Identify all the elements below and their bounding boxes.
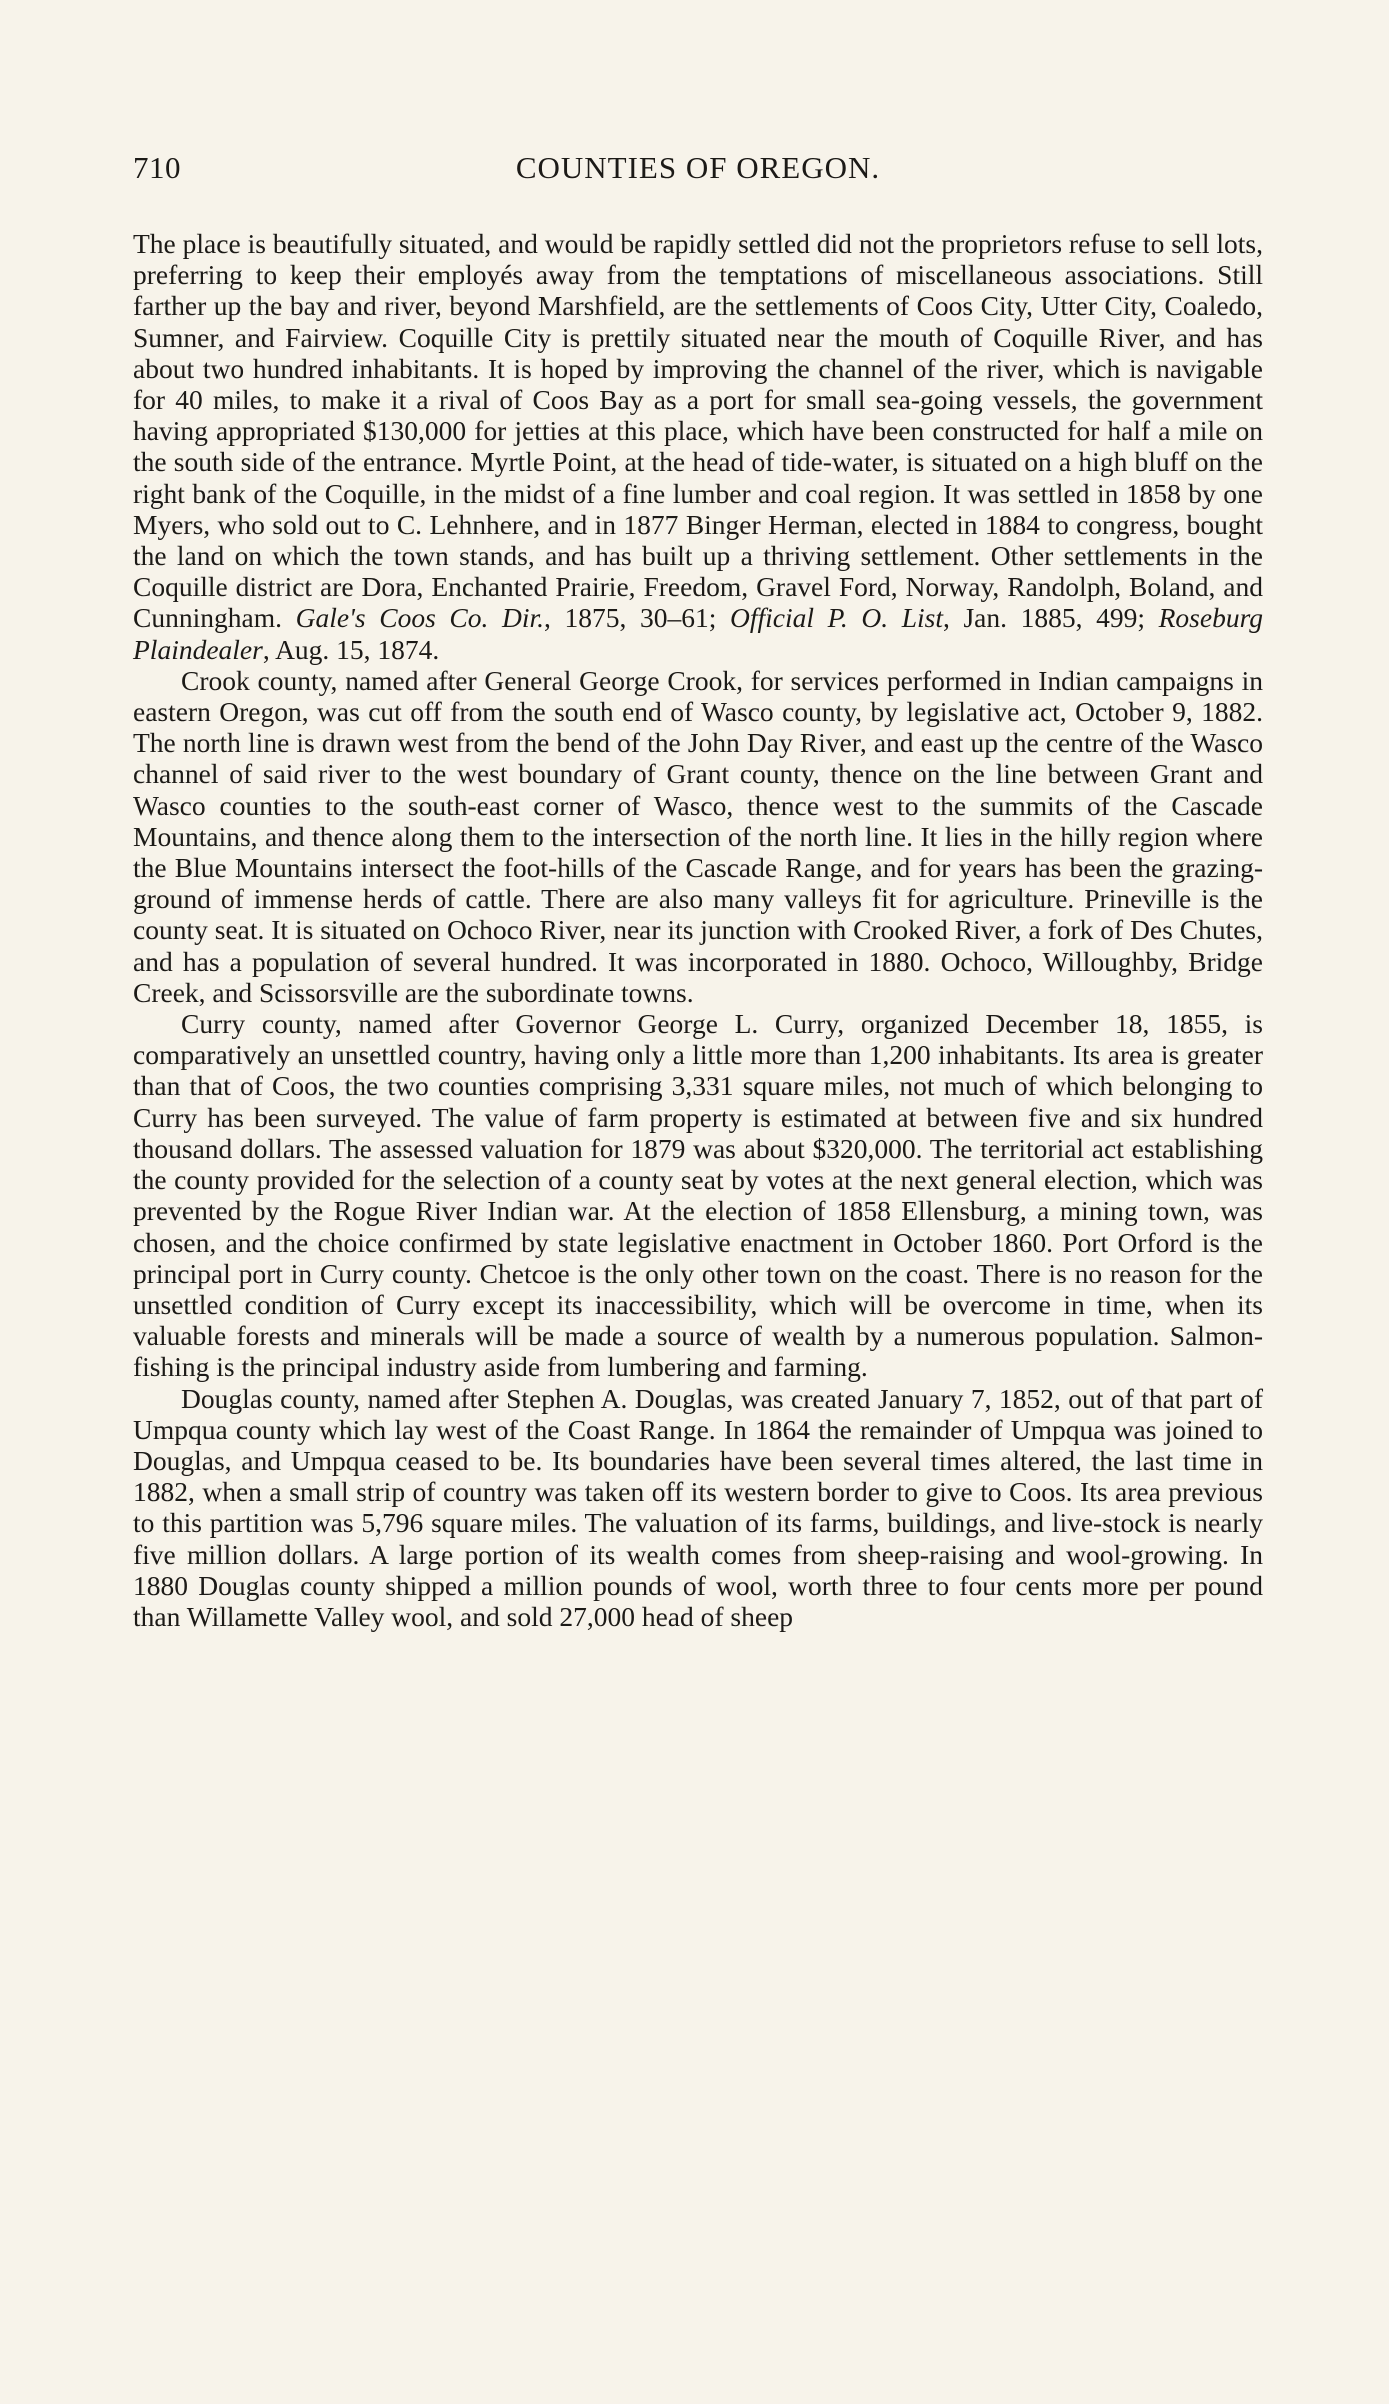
page-number: 710	[133, 150, 181, 185]
paragraph-douglas-county	[133, 1383, 1263, 1633]
page-header	[133, 150, 1263, 200]
text-run: , Jan. 1885, 499;	[942, 602, 1159, 634]
text-run: Curry county, named after Governor George L. Curry, organized December 18, 1855, is comparatively an unsettled country, having only a little more than 1,200 inhabitants. Its area is greater than that of Coos, the two counties comprising 3,331 square miles, not much of which belonging to Curry has been surveyed. The value of farm property is estimated at between five and six hundred thousand dollars. The assessed valuation for 1879 was about $320,000. The territorial act establishing the county provided for the selection of a county seat by votes at the next general election, which was prevented by the Rogue River Indian war. At the election of 1858 Ellensburg, a mining town, was chosen, and the choice confirmed by state legislative enactment in October 1860. Port Orford is the principal port in Curry county. Chetcoe is the only other town on the coast. There is no reason for the unsettled condition of Curry except its inaccessibility, which will be overcome in time, when its valuable forests and minerals will be made a source of wealth by a numerous population. Salmon-fishing is the principal industry aside from lumbering and farming.	[133, 1008, 1263, 1383]
citation-title: Official P. O. List	[729, 602, 943, 634]
running-head: COUNTIES OF OREGON.	[515, 150, 881, 185]
text-run: Crook county, named after General George Crook, for services performed in Indian campaigns in eastern Oregon, was cut off from the south end of Wasco county, by legislative act, October 9, 1882. The north line is drawn west from the bend of the John Day River, and east up the centre of the Wasco channel of said river to the west boundary of Grant county, thence on the line between Grant and Wasco counties to the south-east corner of Wasco, thence west to the summits of the Cascade Mountains, and thence along them to the intersection of the north line. It lies in the hilly region where the Blue Mountains intersect the foot-hills of the Cascade Range, and for years has been the grazing-ground of immense herds of cattle. There are also many valleys fit for agriculture. Prineville is the county seat. It is situated on Ochoco River, near its junction with Crooked River, a fork of Des Chutes, and has a population of several hundred. It was incorporated in 1880. Ochoco, Willoughby, Bridge Creek, and Scissorsville are the subordinate towns.	[133, 664, 1263, 1008]
citation-title: Roseburg Plaindealer	[133, 602, 1263, 665]
text-run: , Aug. 15, 1874.	[262, 633, 440, 665]
text-run: , 1875, 30–61;	[544, 602, 730, 634]
text-run: The place is beautifully situated, and would be rapidly settled did not the proprietors refuse to sell lots, preferring to keep their employés away from the temptations of miscellaneous associations. Still farther up the bay and river, beyond Marshfield, are the settlements of Coos City, Utter City, Coaledo, Sumner, and Fairview. Coquille City is prettily situated near the mouth of Coquille River, and has about two hundred inhabitants. It is hoped by improving the channel of the river, which is navigable for 40 miles, to make it a rival of Coos Bay as a port for small sea-going vessels, the government having appropriated $130,000 for jetties at this place, which have been constructed for half a mile on the south side of the entrance. Myrtle Point, at the head of tide-water, is situated on a high bluff on the right bank of the Coquille, in the midst of a fine lumber and coal region. It was settled in 1858 by one Myers, who sold out to C. Lehnhere, and in 1877 Binger Herman, elected in 1884 to congress, bought the land on which the town stands, and has built up a thriving settlement. Other settlements in the Coquille district are Dora, Enchanted Prairie, Freedom, Gravel Ford, Norway, Randolph, Boland, and Cunningham.	[133, 228, 1263, 634]
paragraph-coos-settlements	[133, 228, 1263, 665]
text-run: Douglas county, named after Stephen A. Douglas, was created January 7, 1852, out of that part of Umpqua county which lay west of the Coast Range. In 1864 the remainder of Umpqua was joined to Douglas, and Umpqua ceased to be. Its boundaries have been several times altered, the last time in 1882, when a small strip of country was taken off its western border to give to Coos. Its area previous to this partition was 5,796 square miles. The valuation of its farms, buildings, and live-stock is nearly five million dollars. A large portion of its wealth comes from sheep-raising and wool-growing. In 1880 Douglas county shipped a million pounds of wool, worth three to four cents more per pound than Willamette Valley wool, and sold 27,000 head of sheep	[133, 1382, 1263, 1632]
citation-title: Gale's Coos Co. Dir.	[295, 602, 544, 634]
body-text	[133, 228, 1263, 1632]
paragraph-curry-county	[133, 1008, 1263, 1382]
paragraph-crook-county	[133, 665, 1263, 1008]
